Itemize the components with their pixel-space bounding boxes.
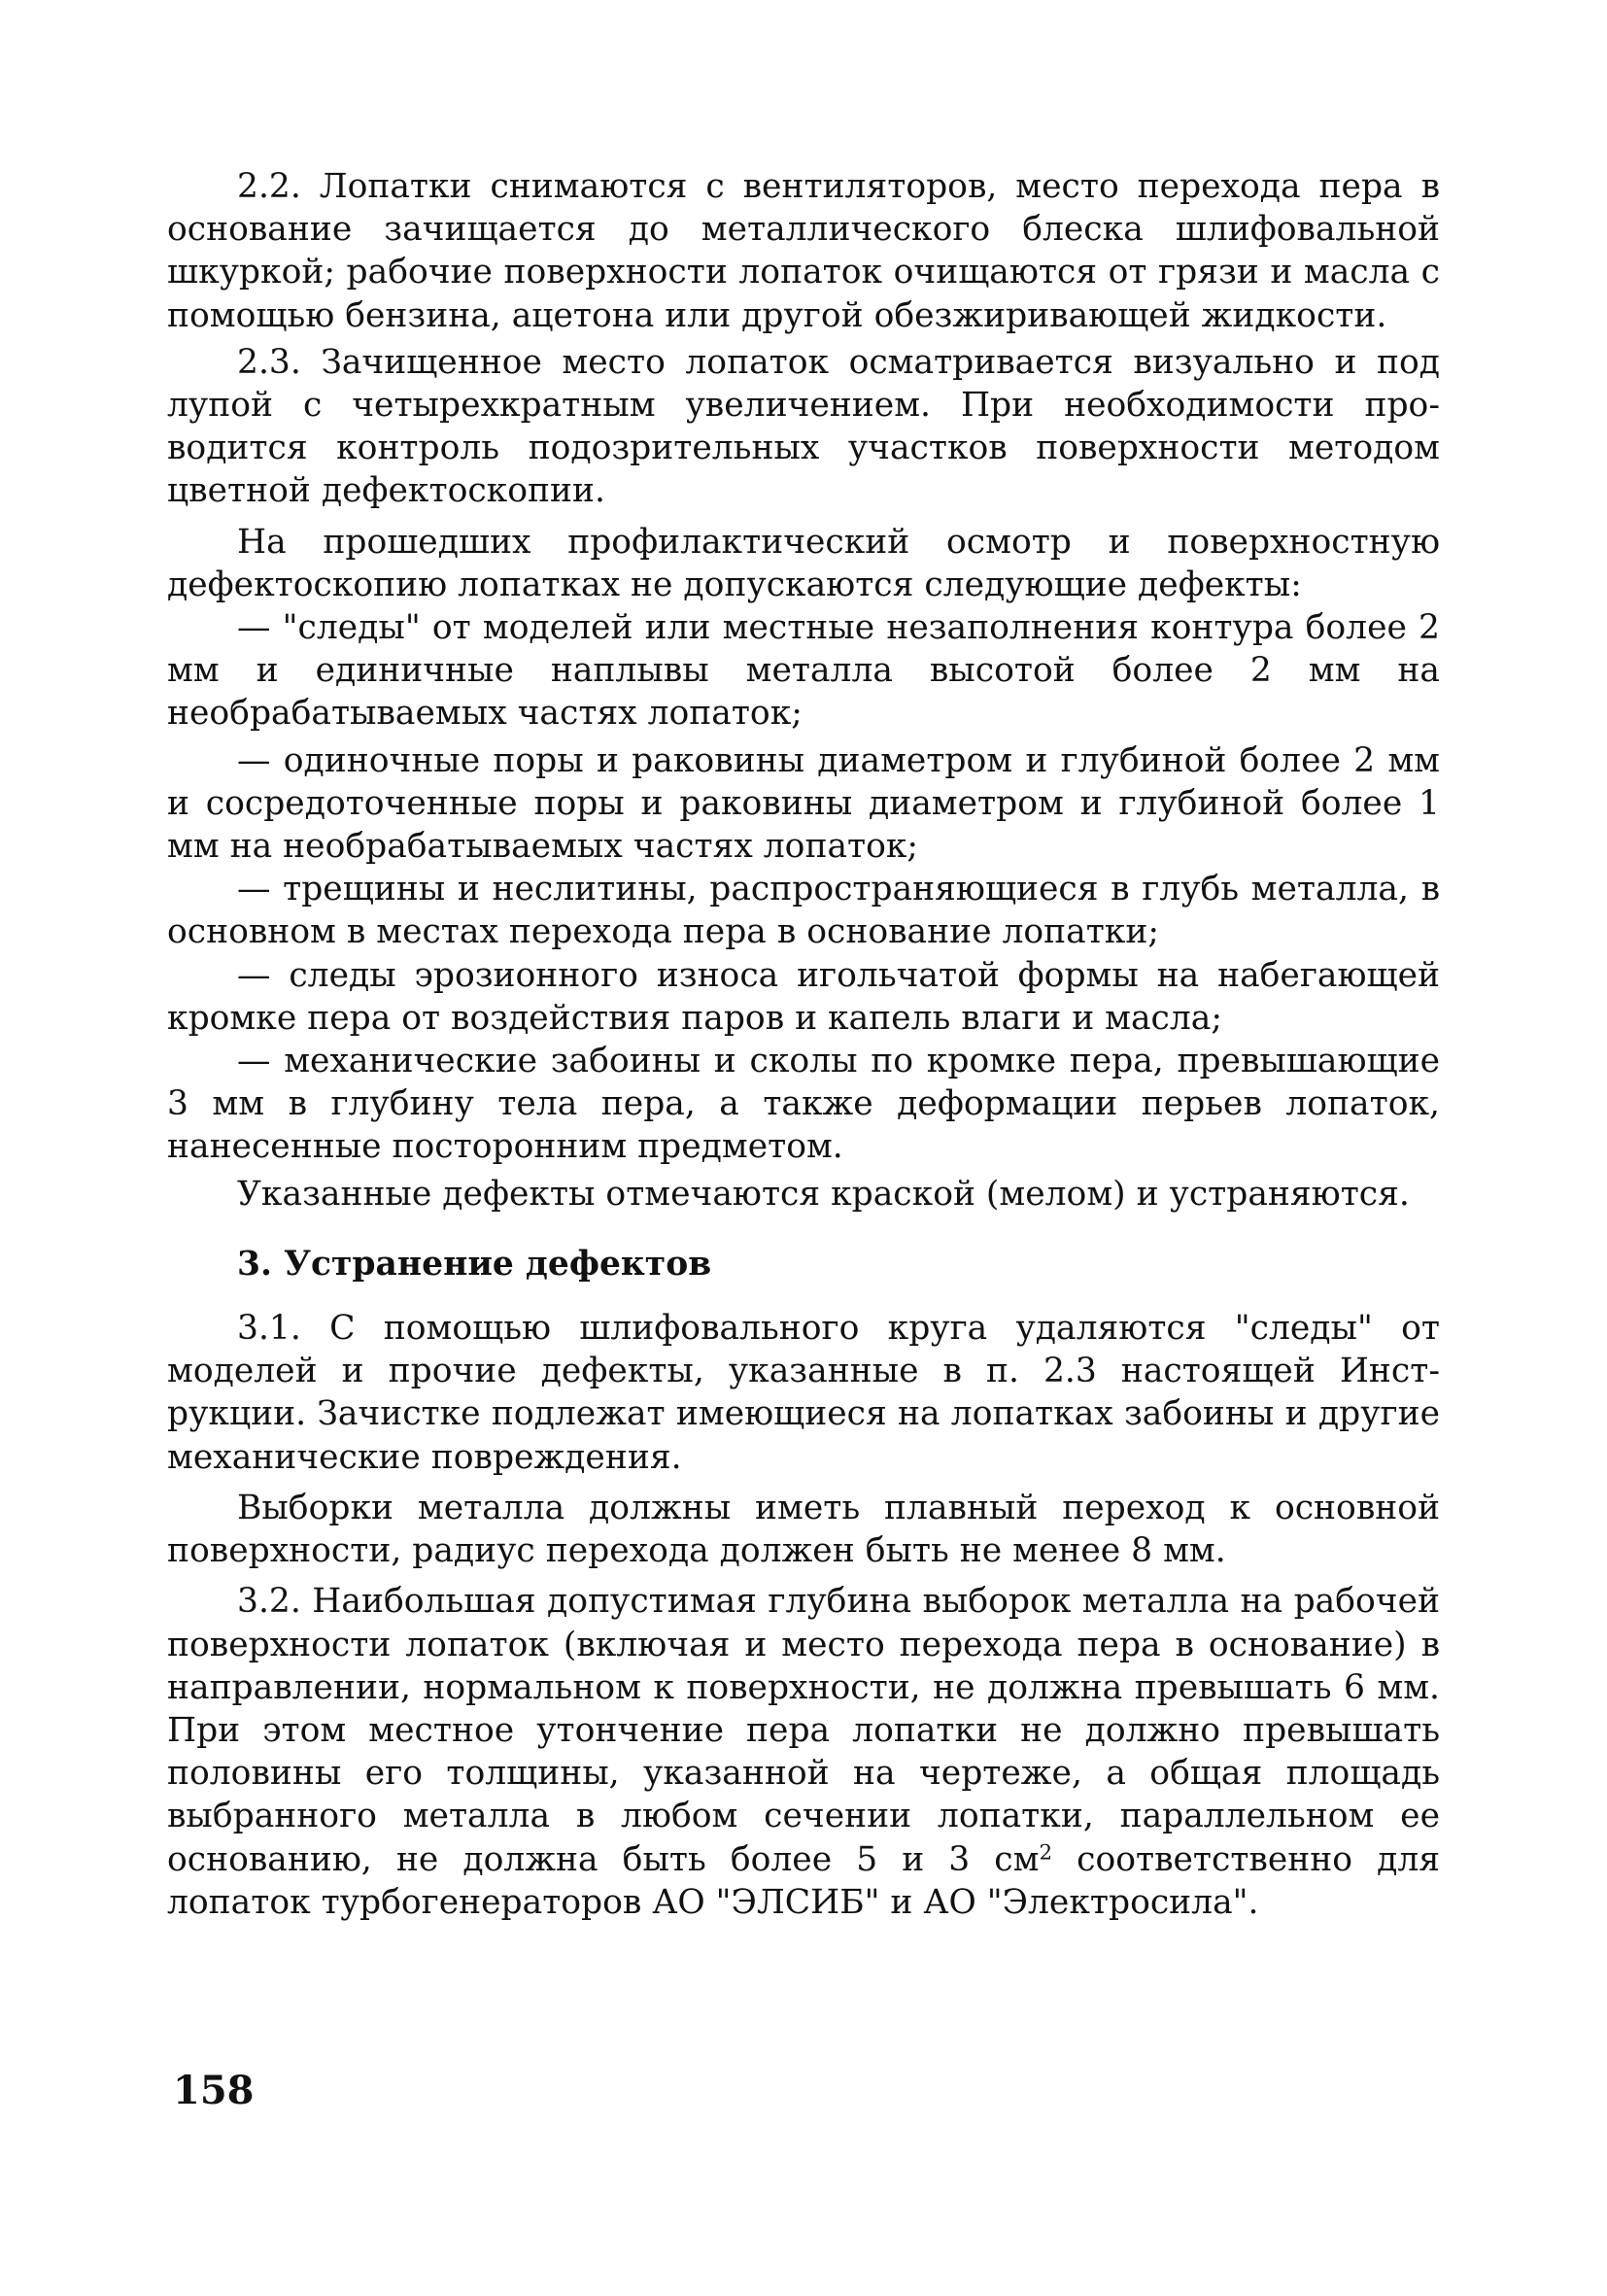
- paragraph-selections: Выборки металла должны иметь плавный переход к основной поверхности, радиус перехода должен быть не менее 8 мм.: [167, 1488, 1440, 1571]
- defect-item: — одиночные поры и раковины диаметром и глубиной более 2 мм и сосредоточенные поры и раковины диаметром и глубиной более 1 мм на необрабатываемых частях лопаток;: [167, 740, 1440, 867]
- defect-item: — механические забоины и сколы по кромке пера, превышающие 3 мм в глубину тела пера, а также деформации перьев лопаток, нанесенные посторонним предметом.: [167, 1042, 1440, 1167]
- defect-item: — следы эрозионного износа игольчатой формы на набегающей кромке пера от воздействия паров и капель влаги и масла;: [167, 955, 1440, 1038]
- paragraph-2-2: 2.2. Лопатки снимаются с вентиляторов, место перехода пера в основание зачищается до металлического блеска шлифовальной шкуркой; рабочие поверхности лопаток очищаются от грязи и масла с помощью бензина, ацетона или другой обезжиривающей жидкости.: [167, 167, 1440, 335]
- paragraph-3-2: [167, 1580, 1440, 1924]
- paragraph-defects-intro: На прошедших профилактический осмотр и поверхностную дефектоскопию лопатках не допускаются следующие дефекты:: [167, 522, 1440, 604]
- paragraph-2-3: 2.3. Зачищенное место лопаток осматривается визуально и под лупой с четырехкратным увеличением. При необходимости проводится контроль подозрительных участков поверхности методом цветной дефектоскопии.: [167, 342, 1440, 511]
- paragraph-3-1: 3.1. С помощью шлифовального круга удаляются "следы" от моделей и прочие дефекты, указанные в п. 2.3 настоящей Инструкции. Зачистке подлежат имеющиеся на лопатках забоины и другие механические повреждения.: [167, 1309, 1440, 1477]
- document-page: [167, 165, 1440, 1924]
- superscript-square: 2: [1039, 1839, 1053, 1865]
- paragraph-3-2-text: 3.2. Наибольшая допустимая глубина выборок металла на рабочей поверхности лопаток (включая и место перехода пера в основание) в направлении, нормальном к поверхности, не должна превышать 6 мм. При этом местное утончение пера лопатки не должно превышать половины его толщины, указанной на чертеже, а общая площадь выбранного металла в любом сечении лопатки, параллельном ее основанию, не должна быть более 5 и 3 см: [167, 1582, 1440, 1879]
- defect-item: — трещины и неслитины, распространяющиеся в глубь металла, в основном в местах перехода пера в основание лопатки;: [167, 870, 1440, 952]
- defect-item: — "следы" от моделей или местные незаполнения контура более 2 мм и единичные наплывы металла высотой более 2 мм на необрабатываемых частях лопаток;: [167, 608, 1440, 734]
- page-number: 158: [173, 2068, 255, 2113]
- paragraph-3-2-text-end: соответственно для лопаток турбогенераторов АО "ЭЛСИБ" и АО "Электросила".: [167, 1839, 1440, 1922]
- section-3-heading: 3. Устранение дефектов: [237, 1244, 712, 1284]
- paragraph-defects-marked: Указанные дефекты отмечаются краской (мелом) и устраняются.: [237, 1174, 1410, 1214]
